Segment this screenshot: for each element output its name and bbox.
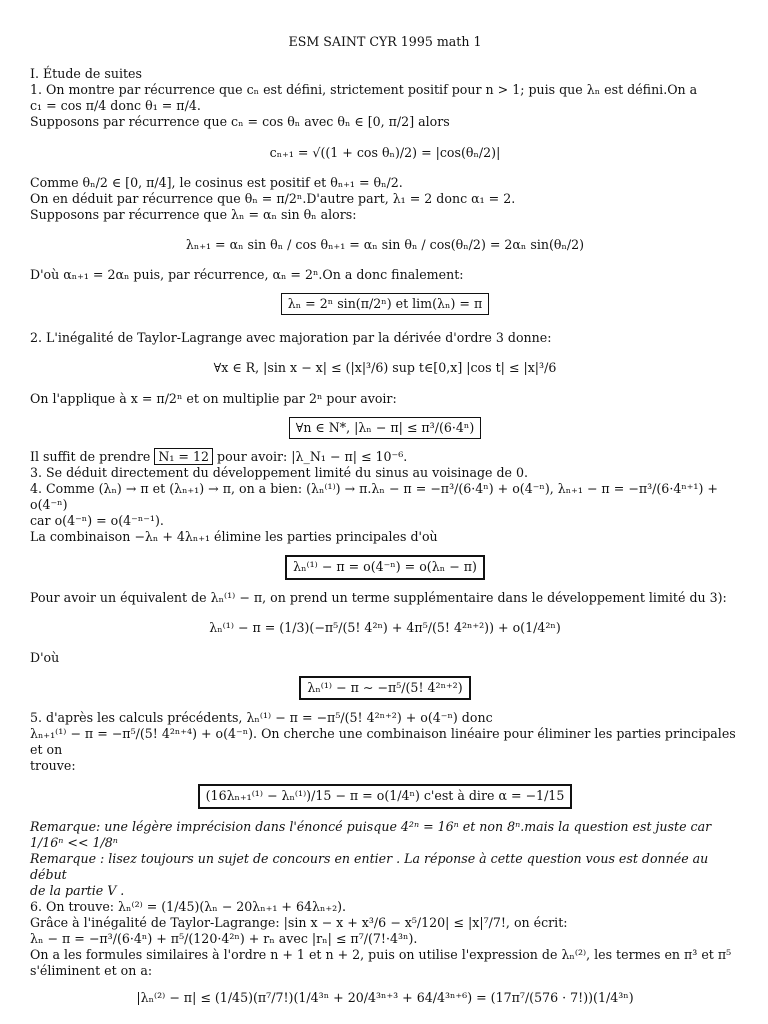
section-heading: I. Étude de suites bbox=[30, 66, 142, 82]
text-line: Supposons par récurrence que cₙ = cos θₙ avec θₙ ∈ [0, π/2] alors bbox=[30, 114, 450, 130]
text-line: Pour avoir un équivalent de λₙ⁽¹⁾ − π, on prend un terme supplémentaire dans le développement limité du 3): bbox=[30, 589, 727, 605]
remark-line: 1/16ⁿ << 1/8ⁿ bbox=[30, 834, 118, 850]
text-line: λₙ − π = −π³/(6·4ⁿ) + π⁵/(120·4²ⁿ) + rₙ avec |rₙ| ≤ π⁷/(7!·4³ⁿ). bbox=[30, 931, 418, 947]
boxed-result-wrap bbox=[30, 417, 740, 439]
boxed-value: N₁ = 12 bbox=[154, 448, 213, 465]
boxed-equation: λₙ⁽¹⁾ − π ∼ −π⁵/(5! 4²ⁿ⁺²) bbox=[299, 676, 470, 700]
text-line: On en déduit par récurrence que θₙ = π/2ⁿ.D'autre part, λ₁ = 2 donc α₁ = 2. bbox=[30, 190, 516, 206]
text-line: D'où bbox=[30, 649, 60, 665]
boxed-equation: ∀n ∈ N*, |λₙ − π| ≤ π³/(6·4ⁿ) bbox=[289, 417, 482, 439]
text-line: λₙ₊₁⁽¹⁾ − π = −π⁵/(5! 4²ⁿ⁺⁴) + o(4⁻ⁿ). On cherche une combinaison linéaire pour éliminer les parties principales et on bbox=[30, 726, 736, 758]
boxed-result-wrap bbox=[30, 293, 740, 315]
text-line: 5. d'après les calculs précédents, λₙ⁽¹⁾ − π = −π⁵/(5! 4²ⁿ⁺²) + o(4⁻ⁿ) donc bbox=[30, 709, 493, 725]
display-equation: |λₙ⁽²⁾ − π| ≤ (1/45)(π⁷/7!)(1/4³ⁿ + 20/4³ⁿ⁺³ + 64/4³ⁿ⁺⁶) = (17π⁷/(576 · 7!))(1/4³ⁿ) bbox=[136, 989, 634, 1005]
text-line bbox=[30, 449, 740, 465]
text-fragment: Il suffit de prendre bbox=[30, 448, 151, 464]
boxed-equation: (16λₙ₊₁⁽¹⁾ − λₙ⁽¹⁾)/15 − π = o(1/4ⁿ) c'est à dire α = −1/15 bbox=[198, 784, 573, 808]
document-page bbox=[30, 34, 740, 1016]
text-line: Grâce à l'inégalité de Taylor-Lagrange: |sin x − x + x³/6 − x⁵/120| ≤ |x|⁷/7!, on écrit: bbox=[30, 915, 568, 931]
text-line: car o(4⁻ⁿ) = o(4⁻ⁿ⁻¹). bbox=[30, 513, 164, 529]
text-line: c₁ = cos π/4 donc θ₁ = π/4. bbox=[30, 98, 201, 114]
text-line: La combinaison −λₙ + 4λₙ₊₁ élimine les parties principales d'où bbox=[30, 529, 438, 545]
remark-line: Remarque: une légère imprécision dans l'énoncé puisque 4²ⁿ = 16ⁿ et non 8ⁿ.mais la question est juste car bbox=[30, 818, 712, 834]
remark-line: Remarque : lisez toujours un sujet de concours en entier . La réponse à cette question vous est donnée au début bbox=[30, 850, 709, 882]
text-line: s'éliminent et on a: bbox=[30, 963, 153, 979]
display-equation: λₙ⁽¹⁾ − π = (1/3)(−π⁵/(5! 4²ⁿ) + 4π⁵/(5! 4²ⁿ⁺²)) + o(1/4²ⁿ) bbox=[209, 619, 561, 635]
document-title: ESM SAINT CYR 1995 math 1 bbox=[288, 34, 482, 49]
boxed-result-wrap bbox=[30, 555, 740, 579]
text-line: 4. Comme (λₙ) → π et (λₙ₊₁) → π, on a bien: (λₙ⁽¹⁾) → π.λₙ − π = −π³/(6·4ⁿ) + o(4⁻ⁿ), λₙ₊₁ − π = −π³/(6·4ⁿ⁺¹) + o(4⁻ⁿ) bbox=[30, 480, 718, 513]
boxed-equation: λₙ = 2ⁿ sin(π/2ⁿ) et lim(λₙ) = π bbox=[281, 293, 489, 315]
text-line: D'où αₙ₊₁ = 2αₙ puis, par récurrence, αₙ = 2ⁿ.On a donc finalement: bbox=[30, 267, 464, 283]
display-equation: λₙ₊₁ = αₙ sin θₙ / cos θₙ₊₁ = αₙ sin θₙ / cos(θₙ/2) = 2αₙ sin(θₙ/2) bbox=[185, 236, 585, 252]
display-equation: cₙ₊₁ = √((1 + cos θₙ)/2) = |cos(θₙ/2)| bbox=[269, 144, 501, 160]
text-line: Supposons par récurrence que λₙ = αₙ sin θₙ alors: bbox=[30, 206, 357, 222]
boxed-result-wrap bbox=[30, 784, 740, 808]
text-line: trouve: bbox=[30, 758, 76, 774]
text-line: 2. L'inégalité de Taylor-Lagrange avec majoration par la dérivée d'ordre 3 donne: bbox=[30, 330, 552, 346]
text-fragment: pour avoir: |λ_N₁ − π| ≤ 10⁻⁶. bbox=[217, 448, 408, 464]
boxed-equation: λₙ⁽¹⁾ − π = o(4⁻ⁿ) = o(λₙ − π) bbox=[285, 555, 485, 579]
text-line: Comme θₙ/2 ∈ [0, π/4], le cosinus est positif et θₙ₊₁ = θₙ/2. bbox=[30, 174, 403, 190]
text-line: 6. On trouve: λₙ⁽²⁾ = (1/45)(λₙ − 20λₙ₊₁ + 64λₙ₊₂). bbox=[30, 899, 347, 915]
text-line: On l'applique à x = π/2ⁿ et on multiplie par 2ⁿ pour avoir: bbox=[30, 390, 397, 406]
text-line: On a les formules similaires à l'ordre n + 1 et n + 2, puis on utilise l'expression de λₙ⁽²⁾, les termes en π³ et π⁵ bbox=[30, 947, 732, 963]
display-equation: ∀x ∈ R, |sin x − x| ≤ (|x|³/6) sup t∈[0,x] |cos t| ≤ |x|³/6 bbox=[213, 360, 557, 376]
text-line: 3. Se déduit directement du développement limité du sinus au voisinage de 0. bbox=[30, 464, 529, 480]
boxed-result-wrap bbox=[30, 676, 740, 700]
text-line: 1. On montre par récurrence que cₙ est défini, strictement positif pour n > 1; puis que λₙ est défini.On a bbox=[30, 82, 698, 98]
remark-line: de la partie V . bbox=[30, 882, 125, 898]
